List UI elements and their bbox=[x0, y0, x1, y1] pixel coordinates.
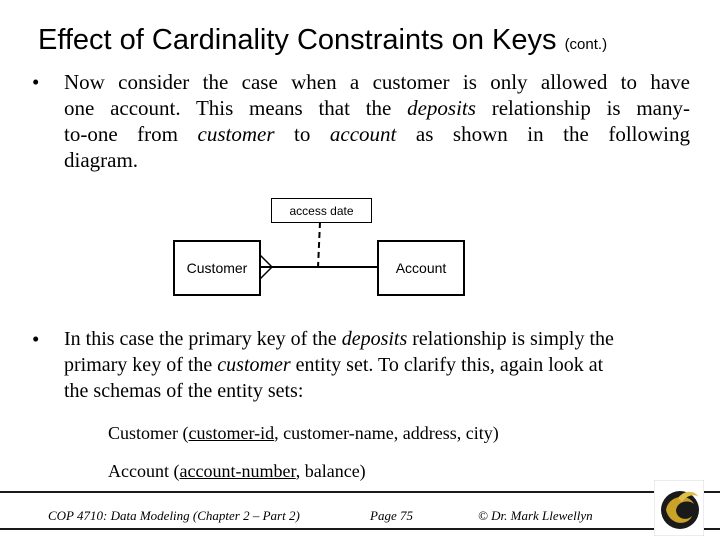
term-customer: customer bbox=[217, 354, 291, 376]
attribute-dashed-link bbox=[318, 222, 320, 268]
text-run: In this case the primary key of the bbox=[64, 328, 342, 350]
attribute-access-date bbox=[271, 198, 372, 223]
crows-foot-lower bbox=[260, 267, 272, 279]
footer-page: Page 75 bbox=[370, 508, 413, 523]
term-deposits: deposits bbox=[341, 328, 408, 350]
bullet-2-marker: • bbox=[32, 327, 40, 351]
bullet-2-line-1 bbox=[64, 326, 694, 352]
text-run: one account. This means that the bbox=[64, 96, 408, 120]
bullet-2-text bbox=[64, 326, 694, 404]
footer-rule-top bbox=[0, 491, 720, 493]
schema-entity-name: Account ( bbox=[108, 461, 180, 481]
entity-customer bbox=[173, 240, 261, 296]
schema-primary-key: account-number bbox=[179, 461, 296, 481]
term-customer: customer bbox=[197, 122, 275, 146]
bullet-2-line-2 bbox=[64, 352, 694, 378]
term-deposits: deposits bbox=[407, 96, 476, 120]
text-run: as shown in the following bbox=[396, 122, 690, 146]
entity-account bbox=[377, 240, 465, 296]
schema-attributes: , customer-name, address, city) bbox=[274, 423, 499, 443]
schema-entity-name: Customer ( bbox=[108, 423, 189, 443]
text-run: to bbox=[274, 122, 330, 146]
text-run: entity set. To clarify this, again look at bbox=[290, 354, 604, 376]
term-account: account bbox=[329, 122, 397, 146]
schema-account bbox=[108, 461, 366, 482]
crows-foot-upper bbox=[260, 255, 272, 267]
schema-attributes: , balance) bbox=[295, 461, 366, 481]
entity-customer-label: Customer bbox=[186, 260, 248, 276]
text-run: diagram. bbox=[64, 148, 139, 172]
text-run: to-one from bbox=[64, 122, 198, 146]
title-suffix: (cont.) bbox=[564, 36, 608, 53]
text-run: primary key of the bbox=[64, 354, 218, 376]
attribute-label: access date bbox=[289, 203, 354, 218]
footer-author: © Dr. Mark Llewellyn bbox=[478, 508, 593, 523]
schema-customer bbox=[108, 423, 499, 444]
footer-rule-bottom bbox=[0, 528, 720, 530]
text-run: Now consider the case when a customer is only allowed to have bbox=[64, 70, 690, 94]
footer-course: COP 4710: Data Modeling (Chapter 2 – Part 2) bbox=[48, 508, 300, 523]
bullet-2-line-3: the schemas of the entity sets: bbox=[64, 380, 304, 402]
bullet-1-marker: • bbox=[32, 70, 40, 94]
text-run: relationship is many- bbox=[475, 96, 690, 120]
title-main: Effect of Cardinality Constraints on Keys bbox=[38, 24, 557, 56]
ucf-pegasus-logo bbox=[654, 480, 704, 536]
schema-primary-key: customer-id bbox=[188, 423, 275, 443]
text-run: relationship is simply the bbox=[407, 328, 614, 350]
entity-account-label: Account bbox=[395, 260, 447, 276]
